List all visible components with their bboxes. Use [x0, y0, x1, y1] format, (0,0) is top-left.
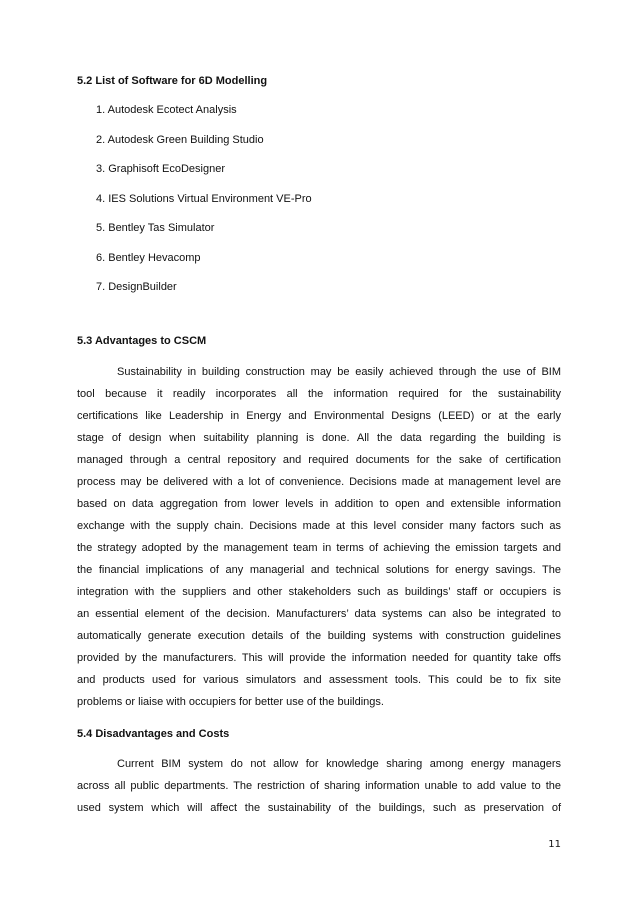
page-number: 11 — [548, 839, 561, 850]
paragraph-line: the strategy adopted by the management team in terms of achieving the emission targets and — [77, 542, 561, 554]
section-heading-5-4: 5.4 Disadvantages and Costs — [77, 728, 230, 740]
list-item: 6. Bentley Hevacomp — [96, 251, 201, 264]
list-item: 5. Bentley Tas Simulator — [96, 222, 215, 234]
list-item: 4. IES Solutions Virtual Environment VE-Pro — [96, 192, 312, 205]
list-item: 3. Graphisoft EcoDesigner — [96, 163, 226, 175]
paragraph-line: used system which will affect the sustainability of the buildings, such as preservation of — [77, 802, 561, 814]
list-item: 2. Autodesk Green Building Studio — [96, 133, 264, 146]
paragraph-line: based on data aggregation from lower levels in addition to open and extensible information — [77, 498, 561, 510]
disadvantages-paragraph — [77, 757, 561, 823]
advantages-paragraph — [77, 365, 561, 717]
paragraph-line: exchange with the supply chain. Decisions made at this level consider many factors such as — [77, 520, 561, 532]
paragraph-line: integration with the suppliers and other stakeholders such as buildings’ staff or occupiers is — [77, 586, 561, 598]
paragraph-line: problems or liaise with occupiers for better use of the buildings. — [77, 696, 384, 708]
list-item: 1. Autodesk Ecotect Analysis — [96, 104, 237, 116]
paragraph-line: tool because it readily incorporates all the information required for the sustainability — [77, 388, 561, 400]
paragraph-line: an essential element of the decision. Manufacturers’ data systems can also be integrated to — [77, 608, 561, 620]
section-heading-5-3: 5.3 Advantages to CSCM — [77, 335, 207, 347]
paragraph-line: Current BIM system do not allow for knowledge sharing among energy managers — [117, 758, 561, 770]
list-item: 7. DesignBuilder — [96, 281, 177, 293]
paragraph-line: managed through a central repository and required documents for the sake of certification — [77, 454, 561, 466]
paragraph-line: provided by the manufacturers. This will provide the information needed for quantity take offs — [77, 652, 561, 664]
paragraph-line: the financial implications of any managerial and technical solutions for energy savings. The — [77, 564, 561, 576]
paragraph-line: across all public departments. The restriction of sharing information unable to add value to the — [77, 780, 561, 792]
paragraph-line: process may be delivered with a lot of convenience. Decisions made at management level are — [77, 476, 561, 488]
section-heading-5-2: 5.2 List of Software for 6D Modelling — [77, 75, 268, 87]
paragraph-line: Sustainability in building construction may be easily achieved through the use of BIM — [117, 366, 561, 378]
paragraph-line: stage of design when suitability planning is done. All the data regarding the building is — [77, 432, 561, 444]
paragraph-line: certifications like Leadership in Energy and Environmental Designs (LEED) or at the early — [77, 410, 561, 422]
software-list — [96, 103, 312, 310]
paragraph-line: and products used for various simulators and assessment tools. This could be to fix site — [77, 674, 561, 686]
paragraph-line: automatically generate execution details of the building systems with construction guidelines — [77, 630, 561, 642]
